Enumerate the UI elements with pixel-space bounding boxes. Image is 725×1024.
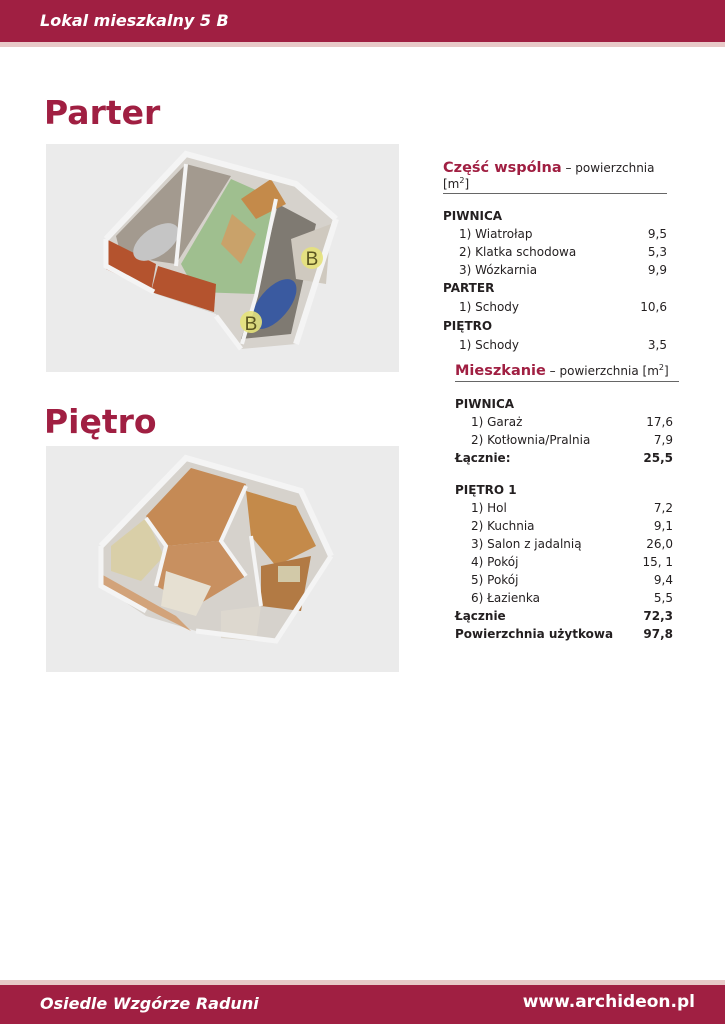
apartment-table — [455, 363, 679, 643]
usable-area-row: Powierzchnia użytkowa 97,8 — [455, 627, 673, 641]
table-row: 1) Garaż 17,6 — [471, 415, 673, 429]
table-row: 4) Pokój 15, 1 — [471, 555, 673, 569]
group-name: PARTER — [443, 281, 495, 295]
table-row: 5) Pokój 9,4 — [471, 573, 673, 587]
footer-estate-name: Osiedle Wzgórze Raduni — [40, 994, 259, 1013]
table-row: 1) Schody 10,6 — [459, 300, 667, 314]
table-row: 1) Schody 3,5 — [459, 338, 667, 352]
group-name: PIWNICA — [443, 209, 503, 223]
total-row: Łącznie 72,3 — [455, 609, 673, 623]
section-title-parter: Parter — [44, 93, 161, 132]
table-row: 1) Wiatrołap 9,5 — [459, 227, 667, 241]
table-row: 2) Klatka schodowa 5,3 — [459, 245, 667, 259]
header-title: Lokal mieszkalny 5 B — [40, 11, 229, 30]
table-row: 2) Kuchnia 9,1 — [471, 519, 673, 533]
common-area-heading: Część wspólna – powierzchnia $[m^2]$ — [443, 160, 667, 194]
total-row: Łącznie: 25,5 — [455, 451, 673, 465]
header-divider — [0, 42, 725, 47]
table-row: 3) Wózkarnia 9,9 — [459, 263, 667, 277]
parter-badge-1: B — [305, 249, 319, 270]
common-area-table — [443, 160, 667, 355]
table-row: 2) Kotłownia/Pralnia 7,9 — [471, 433, 673, 447]
parter-badge-2: B — [244, 314, 258, 335]
floor-plan-pietro — [46, 446, 399, 672]
group-name: PIĘTRO — [443, 319, 493, 333]
table-row: 6) Łazienka 5,5 — [471, 591, 673, 605]
table-row: 1) Hol 7,2 — [471, 501, 673, 515]
group-name: PIĘTRO 1 — [455, 483, 517, 497]
section-title-pietro: Piętro — [44, 402, 157, 441]
group-name: PIWNICA — [455, 397, 515, 411]
apartment-heading: Mieszkanie – powierzchnia $[m^2]$ — [455, 363, 679, 382]
footer-website-link[interactable]: www.archideon.pl — [522, 992, 695, 1012]
table-row: 3) Salon z jadalnią 26,0 — [471, 537, 673, 551]
floor-plan-parter — [46, 144, 399, 372]
